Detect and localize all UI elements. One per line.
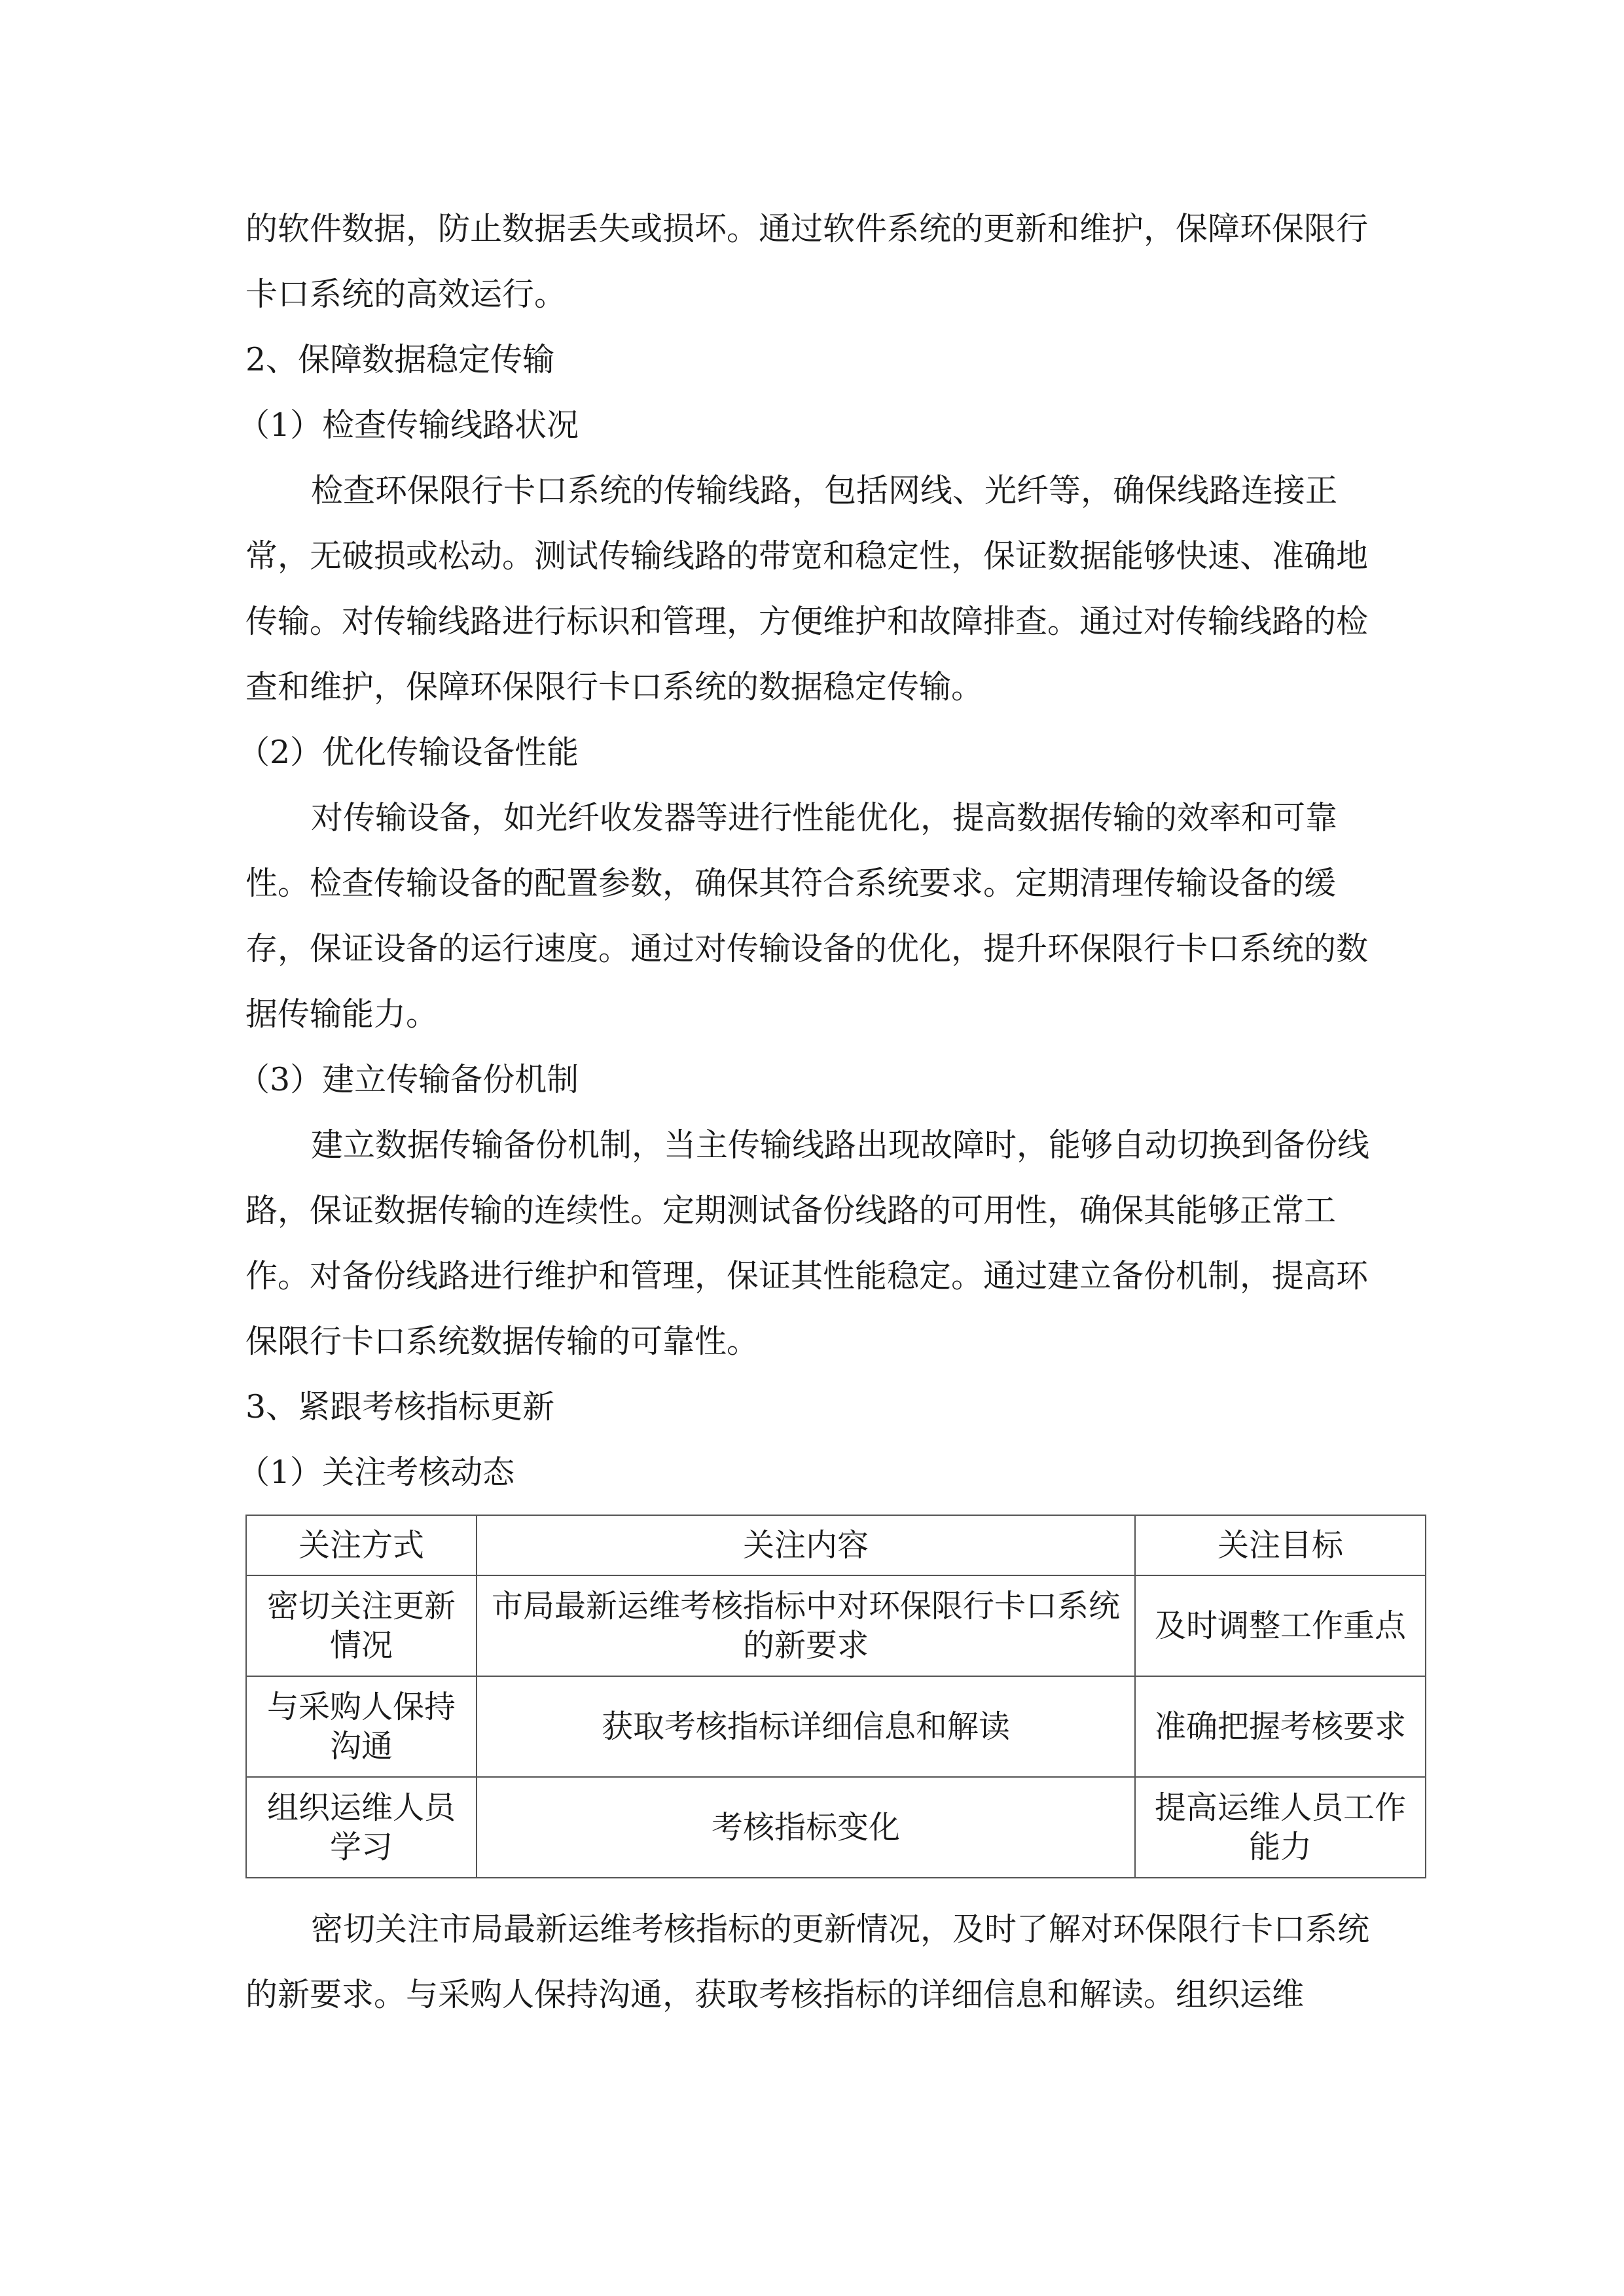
subheading-2-1: （1）检查传输线路状况 — [238, 406, 579, 444]
subheading-3-1: （1）关注考核动态 — [238, 1454, 515, 1491]
table-cell: 准确把握考核要求 — [1135, 1676, 1426, 1777]
paragraph-3-1: 密切关注市局最新运维考核指标的更新情况，及时了解对环保限行卡口系统的新要求。与采购人保持沟通，获取考核指标的详细信息和解读。组织运维 — [245, 1910, 1370, 2013]
table-cell: 与采购人保持沟通 — [246, 1676, 477, 1777]
table-cell: 市局最新运维考核指标中对环保限行卡口系统的新要求 — [477, 1575, 1135, 1676]
section-heading-2: 2、保障数据稳定传输 — [245, 341, 555, 378]
table-header-cell: 关注内容 — [477, 1515, 1135, 1575]
focus-table — [245, 1515, 1426, 1878]
table-header-row — [246, 1515, 1426, 1575]
table-cell: 获取考核指标详细信息和解读 — [477, 1676, 1135, 1777]
table-row — [246, 1777, 1426, 1878]
document-page — [238, 196, 1406, 2028]
table-header-cell: 关注方式 — [246, 1515, 477, 1575]
paragraph-2-3: 建立数据传输备份机制，当主传输线路出现故障时，能够自动切换到备份线路，保证数据传输的连续性。定期测试备份线路的可用性，确保其能够正常工作。对备份线路进行维护和管理，保证其性能稳定。通过建立备份机制，提高环保限行卡口系统数据传输的可靠性。 — [245, 1126, 1370, 1360]
table-row — [246, 1575, 1426, 1676]
table-cell: 及时调整工作重点 — [1135, 1575, 1426, 1676]
paragraph-2-2: 对传输设备，如光纤收发器等进行性能优化，提高数据传输的效率和可靠性。检查传输设备的配置参数，确保其符合系统要求。定期清理传输设备的缓存，保证设备的运行速度。通过对传输设备的优化，提升环保限行卡口系统的数据传输能力。 — [245, 799, 1369, 1033]
section-heading-3: 3、紧跟考核指标更新 — [245, 1388, 555, 1426]
table-cell: 组织运维人员学习 — [246, 1777, 477, 1878]
paragraph-continuation: 的软件数据，防止数据丢失或损坏。通过软件系统的更新和维护，保障环保限行卡口系统的高效运行。 — [245, 210, 1369, 313]
table-cell: 提高运维人员工作能力 — [1135, 1777, 1426, 1878]
table-cell: 考核指标变化 — [477, 1777, 1135, 1878]
table-row — [246, 1676, 1426, 1777]
table-header-cell: 关注目标 — [1135, 1515, 1426, 1575]
subheading-2-3: （3）建立传输备份机制 — [238, 1061, 579, 1098]
subheading-2-2: （2）优化传输设备性能 — [238, 734, 579, 771]
paragraph-2-1: 检查环保限行卡口系统的传输线路，包括网线、光纤等，确保线路连接正常，无破损或松动。测试传输线路的带宽和稳定性，保证数据能够快速、准确地传输。对传输线路进行标识和管理，方便维护和故障排查。通过对传输线路的检查和维护，保障环保限行卡口系统的数据稳定传输。 — [245, 472, 1369, 706]
table-cell: 密切关注更新情况 — [246, 1575, 477, 1676]
